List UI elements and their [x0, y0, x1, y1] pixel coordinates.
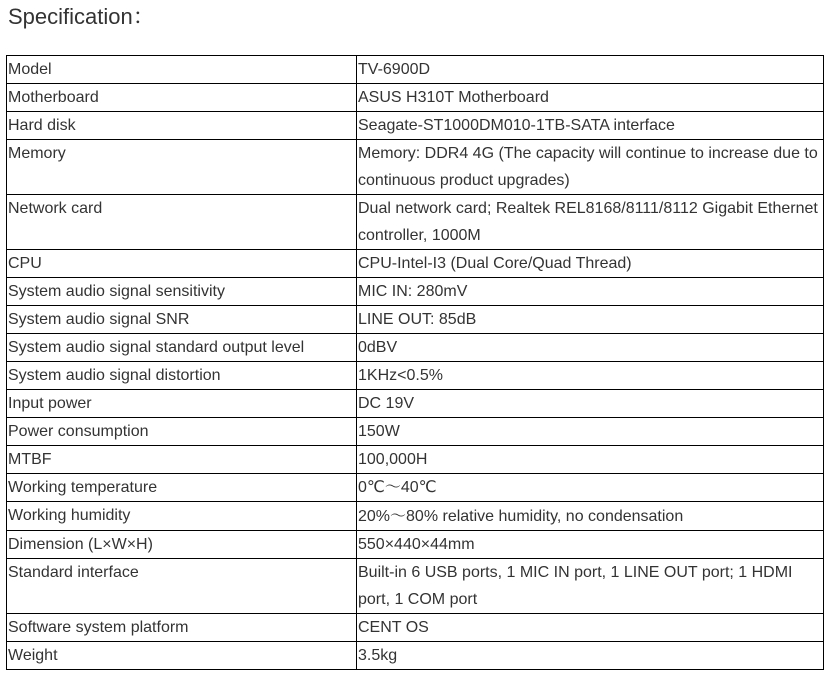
- table-row: [7, 418, 824, 446]
- table-row: [7, 474, 824, 502]
- spec-value: ASUS H310T Motherboard: [357, 84, 824, 112]
- spec-label: System audio signal sensitivity: [7, 278, 357, 306]
- table-row: [7, 390, 824, 418]
- spec-label: Weight: [7, 642, 357, 670]
- table-row: [7, 84, 824, 112]
- specification-table: [6, 55, 824, 670]
- spec-value: 100,000H: [357, 446, 824, 474]
- table-row: [7, 306, 824, 334]
- spec-value: 20%～80% relative humidity, no condensation: [357, 502, 824, 531]
- table-row: [7, 502, 824, 531]
- spec-label: System audio signal SNR: [7, 306, 357, 334]
- spec-label: System audio signal distortion: [7, 362, 357, 390]
- table-row: [7, 446, 824, 474]
- table-row: [7, 614, 824, 642]
- spec-label: Network card: [7, 195, 357, 250]
- spec-value: Memory: DDR4 4G (The capacity will continue to increase due to continuous product upgrades): [357, 140, 824, 195]
- spec-value: CPU-Intel-I3 (Dual Core/Quad Thread): [357, 250, 824, 278]
- spec-value: Dual network card; Realtek REL8168/8111/8112 Gigabit Ethernet controller, 1000M: [357, 195, 824, 250]
- spec-label: CPU: [7, 250, 357, 278]
- spec-value: Seagate-ST1000DM010-1TB-SATA interface: [357, 112, 824, 140]
- spec-value: 0dBV: [357, 334, 824, 362]
- spec-value: 550×440×44mm: [357, 531, 824, 559]
- spec-label: Input power: [7, 390, 357, 418]
- table-row: [7, 559, 824, 614]
- spec-label: Software system platform: [7, 614, 357, 642]
- spec-value: LINE OUT: 85dB: [357, 306, 824, 334]
- table-row: [7, 250, 824, 278]
- spec-value: 150W: [357, 418, 824, 446]
- spec-label: Working temperature: [7, 474, 357, 502]
- spec-value: Built-in 6 USB ports, 1 MIC IN port, 1 LINE OUT port; 1 HDMI port, 1 COM port: [357, 559, 824, 614]
- spec-label: MTBF: [7, 446, 357, 474]
- table-row: [7, 56, 824, 84]
- spec-value: CENT OS: [357, 614, 824, 642]
- table-row: [7, 334, 824, 362]
- table-row: [7, 140, 824, 195]
- spec-value: 3.5kg: [357, 642, 824, 670]
- spec-value: 0℃～40℃: [357, 474, 824, 502]
- spec-label: Memory: [7, 140, 357, 195]
- page-title: Specification：: [8, 4, 155, 29]
- spec-label: Hard disk: [7, 112, 357, 140]
- spec-label: Power consumption: [7, 418, 357, 446]
- spec-label: Dimension (L×W×H): [7, 531, 357, 559]
- spec-value: 1KHz<0.5%: [357, 362, 824, 390]
- table-row: [7, 278, 824, 306]
- spec-label: Motherboard: [7, 84, 357, 112]
- table-row: [7, 531, 824, 559]
- spec-label: Model: [7, 56, 357, 84]
- spec-value: MIC IN: 280mV: [357, 278, 824, 306]
- spec-value: DC 19V: [357, 390, 824, 418]
- table-row: [7, 642, 824, 670]
- spec-label: Working humidity: [7, 502, 357, 531]
- spec-label: System audio signal standard output level: [7, 334, 357, 362]
- spec-label: Standard interface: [7, 559, 357, 614]
- table-row: [7, 112, 824, 140]
- spec-value: TV-6900D: [357, 56, 824, 84]
- table-row: [7, 362, 824, 390]
- table-row: [7, 195, 824, 250]
